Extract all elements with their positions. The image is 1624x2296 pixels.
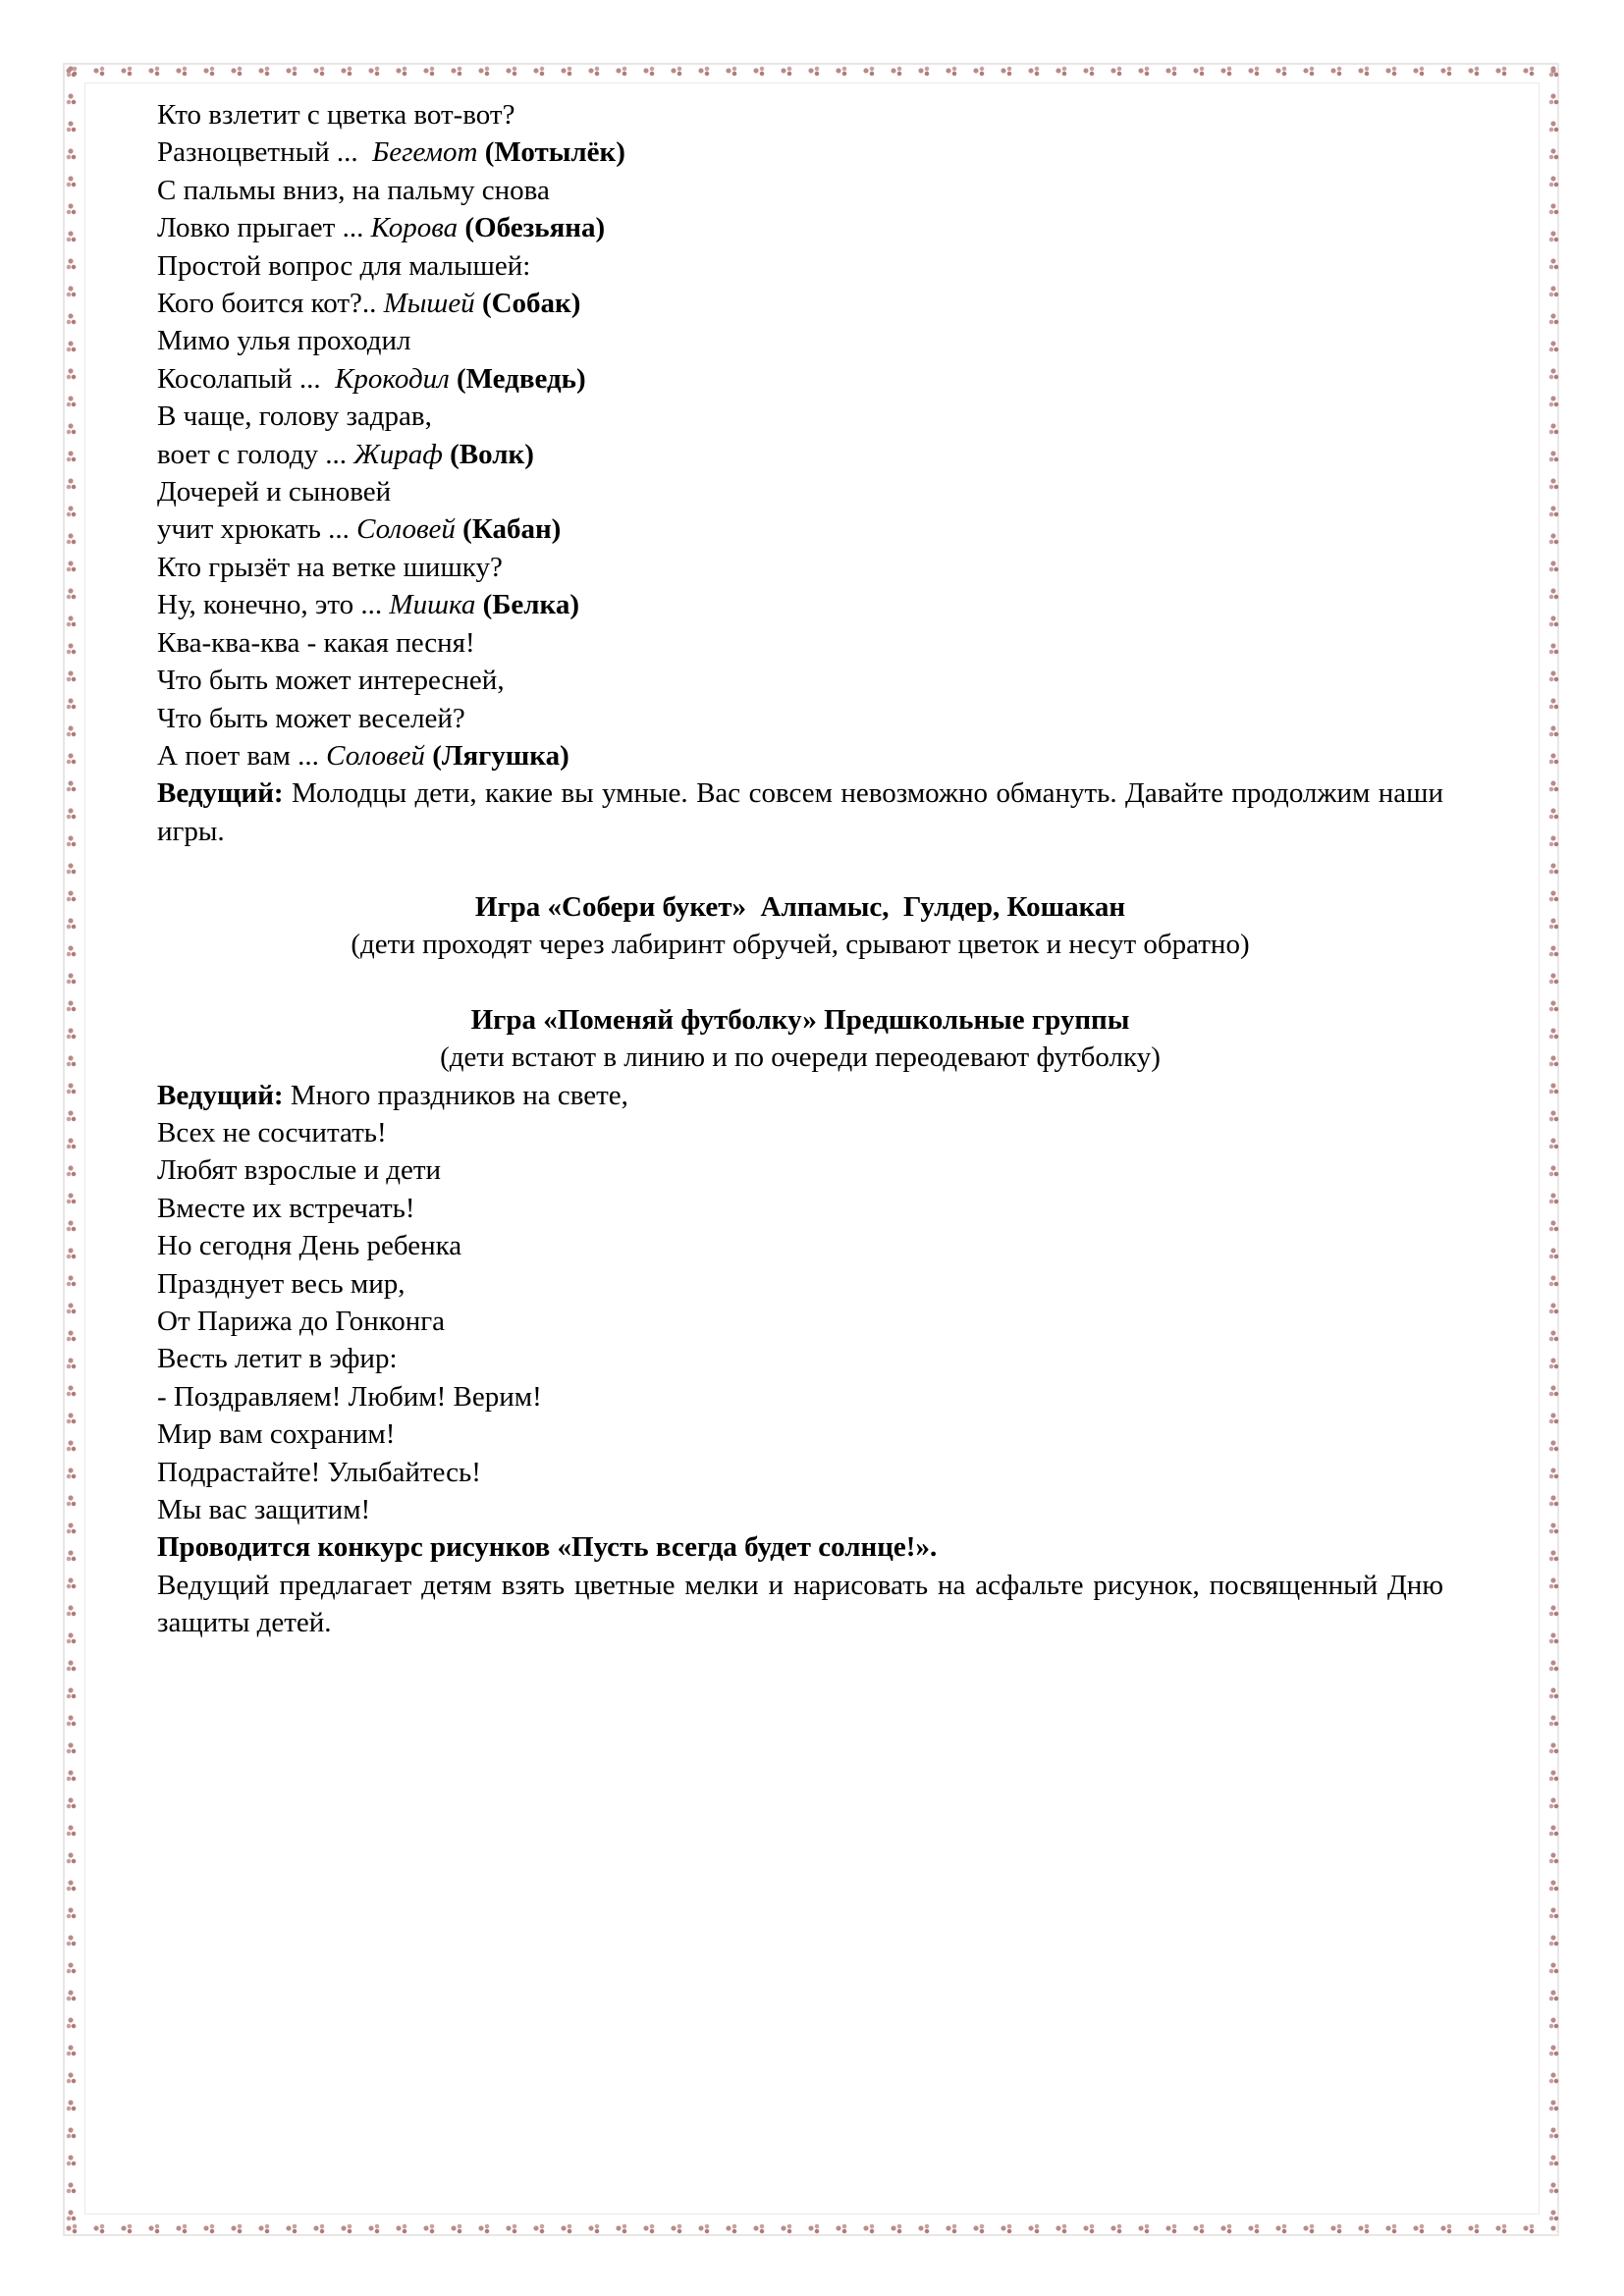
riddle-answer-line [157,436,1443,473]
riddle-prefix: Ловко прыгает ... [157,212,371,244]
riddle-prefix: Разноцветный ... [157,136,373,169]
host-poem [157,1077,1443,1529]
poem-line: Всех не сосчитать! [157,1116,387,1148]
riddle-correct-answer: (Волк) [450,438,534,470]
riddle-prefix: Косолапый ... [157,362,336,395]
riddle-prefix: Ну, конечно, это ... [157,589,390,621]
riddle-correct-answer: (Белка) [482,589,579,621]
poem-line: Празднует весь мир, [157,1267,406,1300]
riddle-answer-line [157,209,1443,246]
poem-line: Вместе их встречать! [157,1192,415,1224]
riddle-wrong-word: Бегемот [372,136,478,169]
poem-line: Любят взрослые и дети [157,1154,442,1187]
host-remark [157,774,1443,850]
riddle-wrong-word: Корова [370,212,459,244]
riddle-wrong-word: Жираф [353,438,443,470]
riddle-answer-line [157,737,1443,774]
game-title [157,888,1443,926]
riddle-question: Дочерей и сыновей [157,476,392,508]
poem-line: Мир вам сохраним! [157,1418,396,1451]
spacer [157,850,1443,887]
game-note: (дети встают в линию и по очереди переодевают футболку) [440,1041,1161,1074]
riddle-answer-line [157,510,1443,548]
riddle-wrong-word: Соловей [326,739,425,772]
riddle-wrong-word: Мишка [389,589,476,621]
riddle-correct-answer: (Медведь) [457,362,586,395]
riddles-block [157,96,1443,774]
riddle-answer-line [157,586,1443,623]
riddle-question: Что быть может интересней, [157,665,505,697]
riddle-prefix: воет с голоду ... [157,438,354,470]
riddle-prefix: А поет вам ... [157,739,327,772]
riddle-answer-line [157,133,1443,171]
contest-title-text: Проводится конкурс рисунков «Пусть всегда будет солнце!». [157,1531,938,1564]
poem-line: От Парижа до Гонконга [157,1305,446,1337]
riddle-correct-answer: (Мотылёк) [484,136,625,169]
contest-title [157,1528,1443,1566]
game-title-text: Игра «Поменяй футболку» Предшкольные группы [470,1003,1130,1036]
host-remark-text: Молодцы дети, какие вы умные. Вас совсем невозможно обмануть. Давайте продолжим наши игры. [157,777,1443,847]
speaker-label: Ведущий: [157,777,284,810]
spacer [157,963,1443,1000]
game-title-text: Игра «Собери букет» Алпамыс, Гулдер, Кошакан [474,890,1126,923]
riddle-wrong-word: Крокодил [335,362,450,395]
riddle-prefix: Кого боится кот?.. [157,288,384,320]
riddle-answer-line [157,360,1443,398]
riddle-correct-answer: (Собак) [481,288,581,320]
riddle-correct-answer: (Кабан) [462,513,562,546]
riddle-question: Ква-ква-ква - какая песня! [157,626,475,659]
border-ornament-top [65,65,1557,77]
riddle-answer-line [157,285,1443,322]
poem-line: Но сегодня День ребенка [157,1230,462,1262]
poem-line: Мы вас защитим! [157,1494,371,1525]
riddle-question: В чаще, голову задрав, [157,400,432,433]
document-body [157,96,1443,1642]
game-title [157,1001,1443,1039]
riddle-wrong-word: Мышей [383,288,475,320]
poem-line: Весть летит в эфир: [157,1343,398,1375]
poem-line [157,1077,1443,1114]
border-ornament-right [1547,65,1559,2234]
riddle-prefix: учит хрюкать ... [157,513,357,546]
riddle-question: Кто взлетит с цветка вот-вот? [157,99,515,131]
riddle-question: Мимо улья проходил [157,325,411,357]
poem-line-text: Много праздников на свете, [283,1079,628,1111]
game-note: (дети проходят через лабиринт обручей, срывают цветок и несут обратно) [351,928,1250,960]
riddle-question: Кто грызёт на ветке шишку? [157,551,503,583]
poem-line: Подрастайте! Улыбайтесь! [157,1456,481,1488]
border-ornament-bottom [65,2222,1557,2234]
riddle-question: С пальмы вниз, на пальму снова [157,174,550,206]
riddle-question: Что быть может веселей? [157,702,465,734]
riddle-correct-answer: (Обезьяна) [464,212,606,244]
riddle-question: Простой вопрос для малышей: [157,249,531,282]
contest-description: Ведущий предлагает детям взять цветные мелки и нарисовать на асфальте рисунок, посвященный Дню защиты детей. [157,1569,1443,1639]
border-ornament-left [65,65,77,2234]
riddle-correct-answer: (Лягушка) [432,739,569,772]
poem-line: - Поздравляем! Любим! Верим! [157,1380,542,1413]
riddle-wrong-word: Соловей [356,513,456,546]
speaker-label: Ведущий: [157,1079,284,1111]
